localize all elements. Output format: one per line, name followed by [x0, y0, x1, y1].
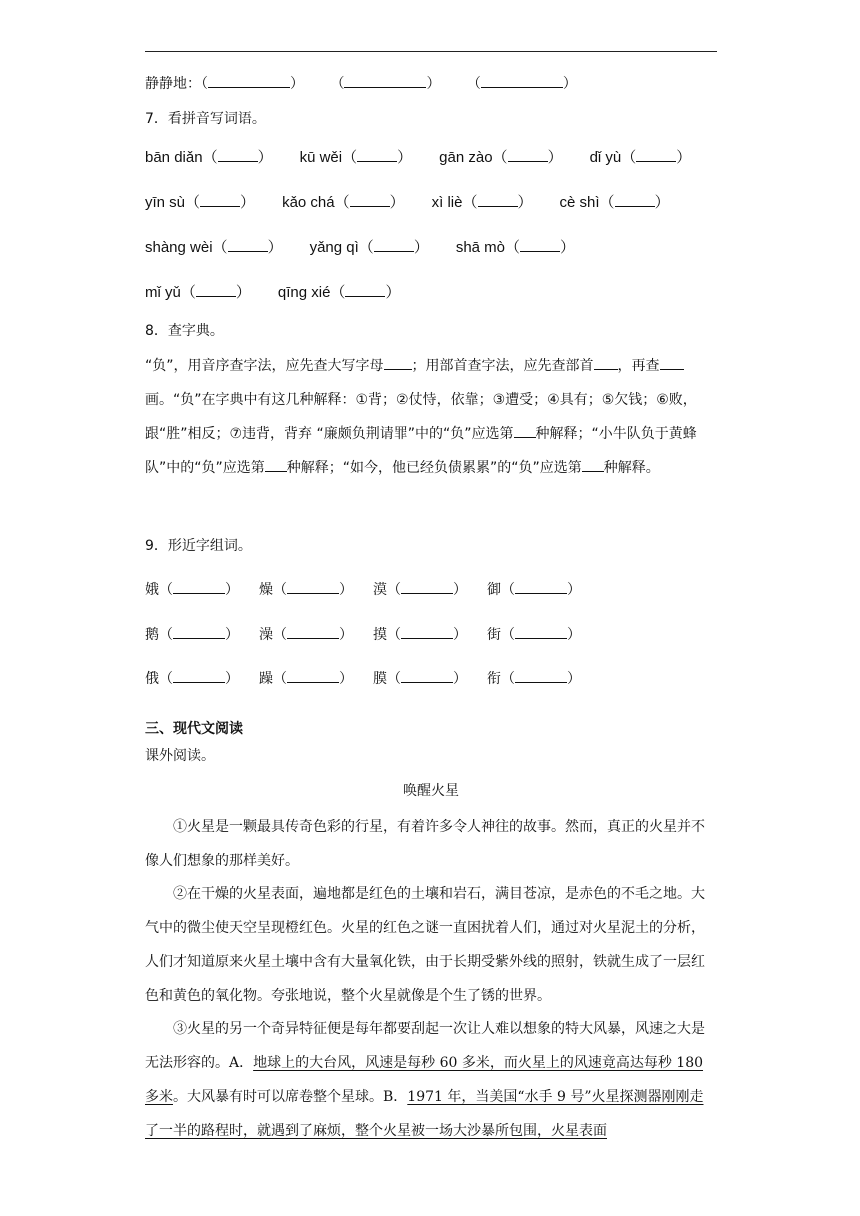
answer-blank[interactable]: （ ）: [202, 149, 273, 166]
char-item: [145, 579, 259, 599]
char-text: 御: [487, 582, 501, 598]
section-subtitle: 课外阅读。: [145, 748, 215, 764]
char-item: [145, 624, 259, 644]
char-text: 漠: [373, 582, 387, 598]
answer-blank[interactable]: （ ）: [505, 239, 576, 256]
answer-blank[interactable]: （ ）: [501, 582, 581, 598]
q8-title: 8．查字典。: [145, 323, 224, 339]
answer-blank[interactable]: （ ）: [180, 284, 251, 301]
article-paragraph-3: ③火星的另一个奇异特征便是每年都要刮起一次让人难以想象的特大风暴，风速之大是无法形容的。A．地球上的大台风，风速是每秒 60 多米，而火星上的风速竟高达每秒 180 多米。大风暴有时可以席卷整个星球。B．1971 年，当美国“水手 9 号”火星探测器刚刚走了一半的路程时，就遇到了麻烦，整个火星被一场大沙暴所包围，火星表面: [145, 1021, 705, 1139]
pinyin-text: gān zào: [439, 149, 493, 166]
jingjing-label: 静静地：: [145, 76, 201, 92]
pinyin-row: [145, 191, 697, 212]
answer-blank[interactable]: （ ）: [159, 671, 239, 687]
char-text: 娥: [145, 582, 159, 598]
answer-blank[interactable]: （ ）: [387, 671, 467, 687]
underlined-sentence-b: 1971 年，当美国“水手 9 号”火星探测器刚刚走了一半的路程时，就遇到了麻烦，整个火星被一场大沙暴所包围，火星表面: [145, 1089, 704, 1139]
answer-blank[interactable]: （ ）: [273, 582, 353, 598]
answer-blank[interactable]: （ ）: [358, 239, 429, 256]
pinyin-item: [590, 146, 692, 167]
answer-blank[interactable]: （ ）: [501, 671, 581, 687]
answer-blank[interactable]: （ ）: [387, 582, 467, 598]
pinyin-item: [145, 146, 273, 167]
pinyin-text: shàng wèi: [145, 239, 213, 256]
char-item: [373, 668, 487, 688]
q9-title: 9．形近字组词。: [145, 538, 252, 554]
pinyin-item: [145, 191, 255, 212]
answer-blank[interactable]: （ ）: [462, 194, 533, 211]
pinyin-row: [145, 146, 718, 167]
answer-blank[interactable]: （ ）: [159, 627, 239, 643]
answer-blank[interactable]: （ ）: [342, 149, 413, 166]
answer-blank[interactable]: [660, 357, 684, 370]
char-text: 澡: [259, 627, 273, 643]
answer-blank[interactable]: （ ）: [334, 194, 405, 211]
answer-blank[interactable]: （ ）: [273, 627, 353, 643]
pinyin-item: [456, 236, 575, 257]
pinyin-text: kū wěi: [299, 149, 343, 166]
pinyin-text: yīn sù: [145, 194, 186, 211]
answer-blank[interactable]: （ ）: [492, 149, 563, 166]
char-text: 街: [487, 627, 501, 643]
q7-title: 7．看拼音写词语。: [145, 111, 266, 127]
answer-blank[interactable]: [384, 357, 412, 370]
pinyin-text: bān diǎn: [145, 149, 203, 166]
char-item: [259, 668, 373, 688]
pinyin-text: shā mò: [455, 239, 506, 256]
answer-blank[interactable]: （ ）: [159, 582, 239, 598]
q8-body: “负”，用音序查字法，应先查大写字母 ；用部首查字法，应先查部首 ，再查画。“负”在字典中有这几种解释：①背；②仗恃，依靠；③遭受；④具有；⑤欠钱；⑥败，跟“胜”相反；⑦违背，背弃 “廉颇负荆请罪”中的“负”应选第 种解释；“小牛队负于黄蜂队”中的“负”应选第 种解释；“如今，他已经负债累累”的“负”应选第 种解释。: [145, 358, 697, 476]
char-item: [487, 579, 601, 599]
char-text: 躁: [259, 671, 273, 687]
answer-blank[interactable]: （ ）: [599, 194, 670, 211]
article-paragraph-1: ①火星是一颗最具传奇色彩的行星，有着许多令人神往的故事。然而，真正的火星并不像人们想象的那样美好。: [145, 819, 705, 869]
pinyin-item: [278, 281, 401, 302]
pinyin-text: kǎo chá: [282, 194, 335, 211]
char-text: 膜: [373, 671, 387, 687]
char-text: 燥: [259, 582, 273, 598]
answer-blank[interactable]: （ ）: [330, 76, 441, 92]
pinyin-item: [432, 191, 533, 212]
char-text: 摸: [373, 627, 387, 643]
article-title: 唤醒火星: [403, 783, 459, 799]
answer-blank[interactable]: （ ）: [466, 76, 577, 92]
pinyin-text: dǐ yù: [589, 149, 622, 166]
pinyin-item: [439, 146, 562, 167]
pinyin-item: [145, 281, 251, 302]
pinyin-text: cè shì: [559, 194, 600, 211]
char-text: 俄: [145, 671, 159, 687]
answer-blank[interactable]: （ ）: [387, 627, 467, 643]
pinyin-row: [145, 236, 602, 257]
char-row: [145, 579, 601, 599]
jingjing-row: [145, 73, 577, 93]
char-item: [487, 668, 601, 688]
pinyin-text: yǎng qì: [309, 239, 359, 256]
underlined-sentence-a: 地球上的大台风，风速是每秒 60 多米，而火星上的风速竟高达每秒 180 多米: [145, 1055, 704, 1105]
answer-blank[interactable]: （ ）: [212, 239, 283, 256]
answer-blank[interactable]: [582, 459, 604, 472]
answer-blank[interactable]: （ ）: [621, 149, 692, 166]
char-row: [145, 668, 601, 688]
pinyin-item: [145, 236, 283, 257]
pinyin-text: mǐ yǔ: [145, 284, 181, 301]
char-item: [145, 668, 259, 688]
char-item: [373, 579, 487, 599]
answer-blank[interactable]: （ ）: [501, 627, 581, 643]
pinyin-item: [300, 146, 413, 167]
pinyin-item: [560, 191, 670, 212]
char-item: [259, 624, 373, 644]
char-text: 鹅: [145, 627, 159, 643]
char-item: [487, 624, 601, 644]
char-item: [259, 579, 373, 599]
answer-blank[interactable]: （ ）: [330, 284, 401, 301]
pinyin-text: qīng xié: [277, 284, 331, 301]
pinyin-row: [145, 281, 427, 302]
pinyin-item: [282, 191, 405, 212]
answer-blank[interactable]: [265, 459, 287, 472]
answer-blank[interactable]: （ ）: [201, 76, 304, 92]
answer-blank[interactable]: [594, 357, 618, 370]
char-text: 衔: [487, 671, 501, 687]
answer-blank[interactable]: [514, 425, 536, 438]
section-title: 三、现代文阅读: [145, 721, 243, 737]
answer-blank[interactable]: （ ）: [185, 194, 256, 211]
top-divider: [145, 51, 717, 52]
pinyin-text: xì liè: [431, 194, 463, 211]
article-paragraph-2: ②在干燥的火星表面，遍地都是红色的土壤和岩石，满目苍凉，是赤色的不毛之地。大气中的微尘使天空呈现橙红色。火星的红色之谜一直困扰着人们，通过对火星泥土的分析，人们才知道原来火星土壤中含有大量氧化铁，由于长期受紫外线的照射，铁就生成了一层红色和黄色的氧化物。夸张地说，整个火星就像是个生了锈的世界。: [145, 886, 705, 1004]
pinyin-item: [310, 236, 429, 257]
char-row: [145, 624, 601, 644]
char-item: [373, 624, 487, 644]
answer-blank[interactable]: （ ）: [273, 671, 353, 687]
